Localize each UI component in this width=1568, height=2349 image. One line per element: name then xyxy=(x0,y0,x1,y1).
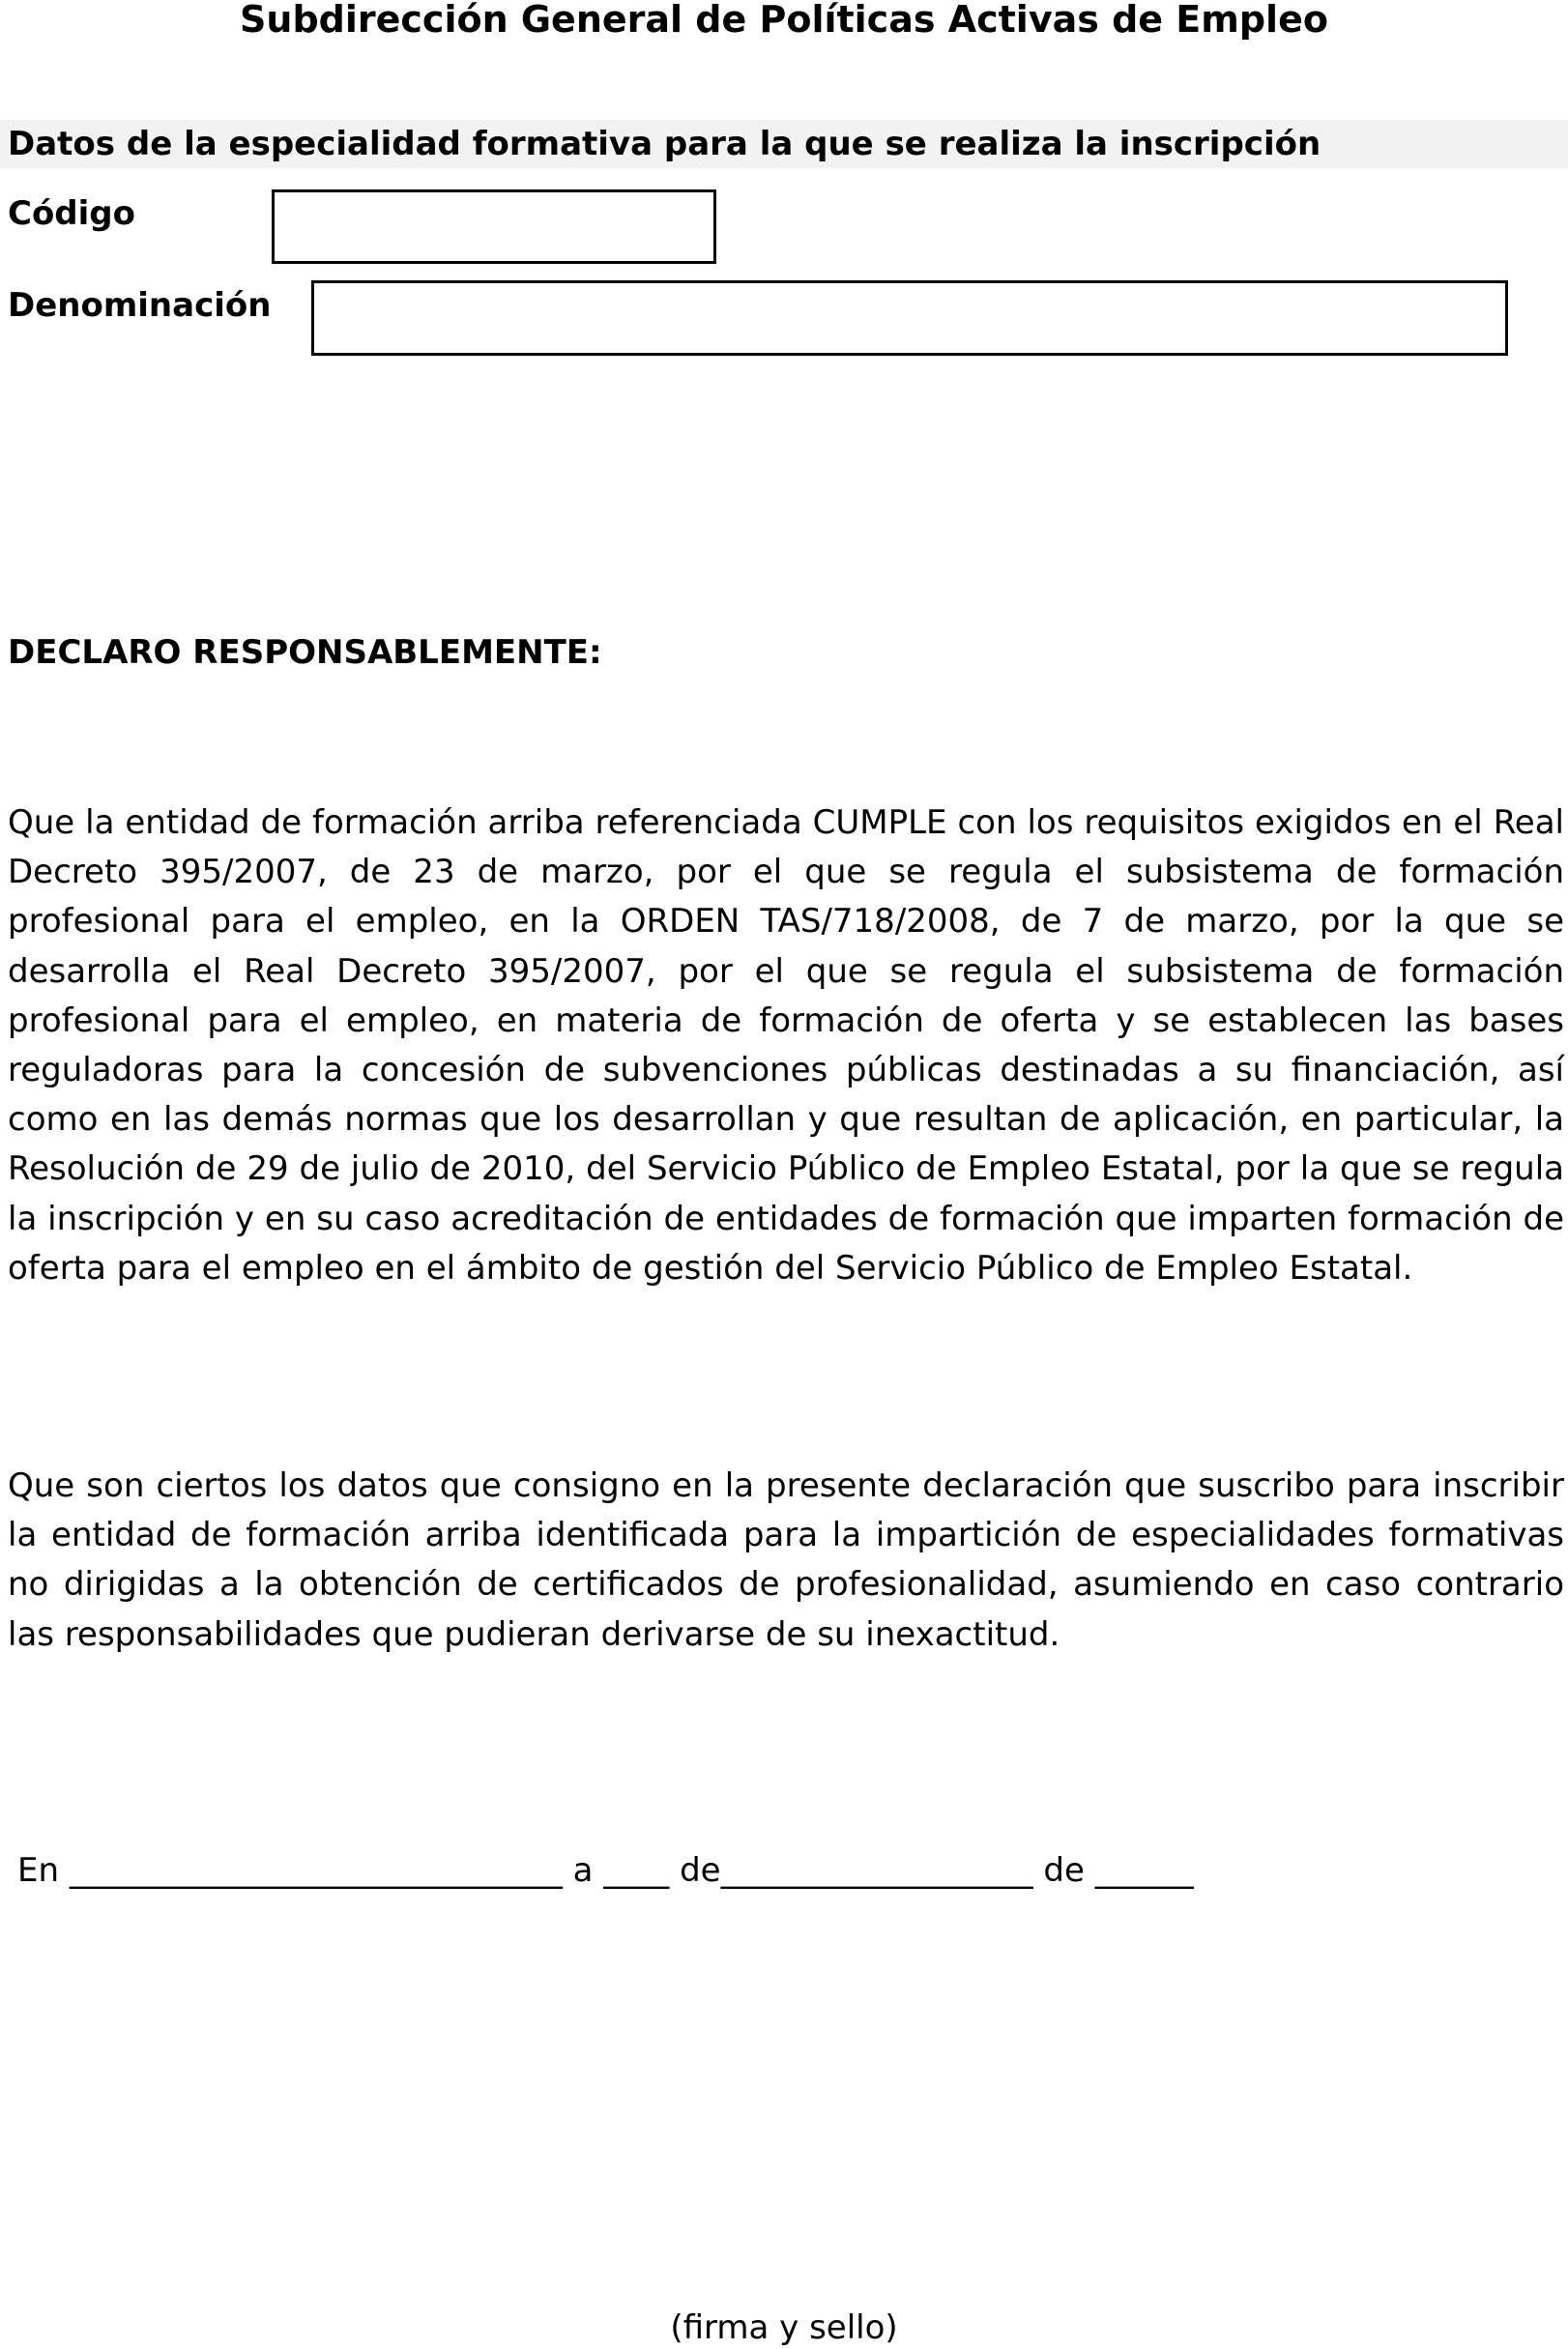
declaration-paragraph-1: Que la entidad de formación arriba referenciada CUMPLE con los requisitos exigidos en el Real Decreto 395/2007, de 23 de marzo, por el que se regula el subsistema de formación profesional para el empleo, en la ORDEN TAS/718/2008, de 7 de marzo, por la que se desarrolla el Real Decreto 395/2007, por el que se regula el subsistema de formación profesional para el empleo, en materia de formación de oferta y se establecen las bases reguladoras para la concesión de subvenciones públicas destinadas a su financiación, así como en las demás normas que los desarrollan y que resultan de aplicación, en particular, la Resolución de 29 de julio de 2010, del Servicio Público de Empleo Estatal, por la que se regula la inscripción y en su caso acreditación de entidades de formación que imparten formación de oferta para el empleo en el ámbito de gestión del Servicio Público de Empleo Estatal. xyxy=(8,803,1564,1288)
name-label: Denominación xyxy=(8,286,272,325)
declaration-paragraph-2: Que son ciertos los datos que consigno en la presente declaración que suscribo para inscribir la entidad de formación arriba identificada para la impartición de especialidades formativas no dirigidas a la obtención de certificados de profesionalidad, asumiendo en caso contrario las responsabilidades que pudieran derivarse de su inexactitud. xyxy=(8,1466,1564,1654)
name-field[interactable] xyxy=(311,280,1508,356)
section-title: Datos de la especialidad formativa para la que se realiza la inscripción xyxy=(8,125,1321,163)
code-label: Código xyxy=(8,194,135,233)
page-title: Subdirección General de Políticas Activas de Empleo xyxy=(240,0,1328,41)
declaration-heading: DECLARO RESPONSABLEMENTE: xyxy=(8,633,602,672)
place-date-line: En ______________________________ a ____ de___________________ de ______ xyxy=(17,1851,1194,1890)
signature-caption: (firma y sello) xyxy=(670,2308,898,2347)
code-field[interactable] xyxy=(272,189,716,264)
